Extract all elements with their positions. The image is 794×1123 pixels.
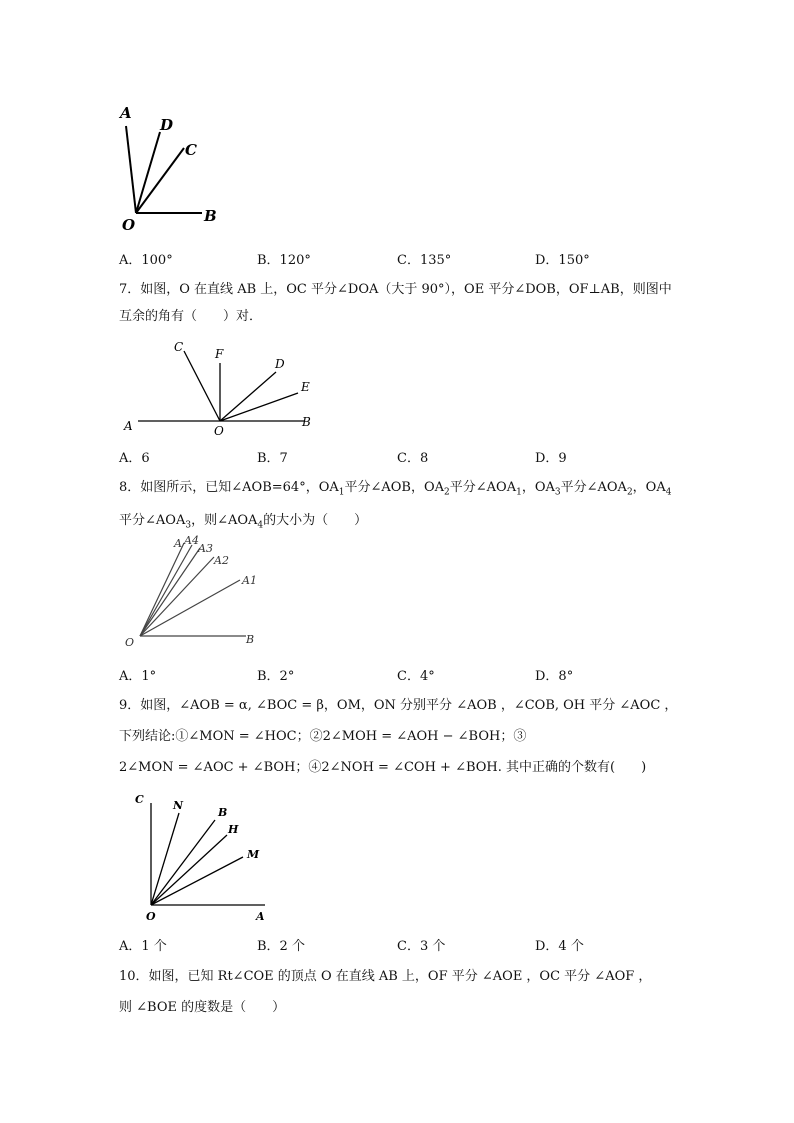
label-b: B [302, 415, 311, 429]
question-7 [119, 276, 699, 330]
label-a1: A1 [242, 574, 257, 587]
option-b[interactable]: B．120° [257, 253, 311, 268]
ray-oc [136, 148, 184, 213]
ray-od [136, 132, 160, 213]
label-a4: A4 [184, 534, 199, 547]
ray-oa [126, 126, 136, 213]
figure-q9 [125, 785, 285, 925]
angle-diagram-q8 [118, 530, 278, 650]
option-b[interactable]: B．7 [257, 451, 288, 466]
option-a[interactable]: A．1 个 [119, 939, 167, 954]
q10-line2: 则 ∠BOE 的度数是（ ） [119, 1000, 286, 1015]
option-a[interactable]: A．100° [119, 253, 173, 268]
options-q7 [119, 447, 679, 467]
label-a3: A3 [198, 542, 213, 555]
q8-line1: 8．如图所示，已知∠AOB=64°，$OA_1$平分∠AOB，$OA_2$平分$\angle AOA_1$，$OA_3$平分$\angle AOA_2$，$OA_4$ [119, 480, 672, 498]
q7-line2: 互余的角有（ ）对． [119, 309, 263, 324]
label-o: O [214, 424, 224, 438]
label-o: O [125, 636, 135, 649]
q9-line2: 下列结论:①∠MON = ∠HOC；②2∠MOH = ∠AOH − ∠BOH；③ [119, 729, 527, 744]
ray-oa [140, 543, 184, 636]
angle-diagram-q7 [118, 335, 328, 440]
label-a: A [174, 537, 182, 550]
ray-oe [220, 393, 298, 421]
option-a[interactable]: A．6 [119, 451, 150, 466]
option-d[interactable]: D．150° [535, 253, 590, 268]
ray-on [151, 813, 179, 905]
label-h: H [228, 823, 239, 836]
options-q6 [119, 249, 679, 269]
option-d[interactable]: D．8° [535, 669, 574, 684]
label-o: O [146, 910, 156, 923]
label-c: C [135, 793, 144, 806]
q8-line2: 平分$\angle AOA_3$，则$\angle AOA_4$的大小为（ ） [119, 512, 368, 531]
label-a: A [120, 104, 132, 122]
ray-oa1 [140, 580, 240, 636]
ray-od [220, 372, 276, 421]
question-9 [119, 690, 699, 783]
label-c: C [174, 340, 184, 354]
label-n: N [173, 799, 184, 812]
label-e: E [301, 380, 310, 394]
ray-oa4 [140, 545, 192, 636]
label-o: O [122, 216, 136, 234]
label-b: B [204, 207, 217, 225]
option-d[interactable]: D．9 [535, 451, 567, 466]
figure-q8 [118, 530, 278, 650]
label-m: M [247, 848, 260, 861]
label-a: A [124, 419, 133, 433]
figure-q7 [118, 335, 328, 440]
q9-line1: 9．如图，∠AOB = α, ∠BOC = β，OM，ON 分别平分 ∠AOB ，∠COB, OH 平分 ∠AOC ， [119, 698, 678, 713]
label-c: C [185, 141, 197, 159]
angle-diagram-q9 [125, 785, 285, 925]
options-q9 [119, 935, 679, 955]
ray-oa3 [140, 548, 200, 636]
ray-oa2 [140, 557, 214, 636]
label-a2: A2 [214, 554, 229, 567]
label-d: D [275, 357, 285, 371]
options-q8 [119, 665, 679, 685]
ray-ob [151, 820, 215, 905]
label-b: B [246, 633, 255, 646]
label-b: B [218, 806, 228, 819]
option-d[interactable]: D．4 个 [535, 939, 584, 954]
option-a[interactable]: A．1° [119, 669, 157, 684]
option-c[interactable]: C．8 [397, 451, 429, 466]
question-10 [119, 961, 699, 1023]
ray-oh [151, 835, 227, 905]
option-c[interactable]: C．4° [397, 669, 435, 684]
q9-line3: 2∠MON = ∠AOC + ∠BOH；④2∠NOH = ∠COH + ∠BOH. 其中正确的个数有( ) [119, 760, 647, 775]
label-f: F [215, 347, 224, 361]
figure-q6 [110, 100, 240, 235]
q7-line1: 7．如图，O 在直线 AB 上，OC 平分∠DOA（大于 90°），OE 平分∠DOB，OF⊥AB，则图中 [119, 282, 672, 297]
option-c[interactable]: C．135° [397, 253, 452, 268]
q10-line1: 10．如图，已知 Rt∠COE 的顶点 O 在直线 AB 上，OF 平分 ∠AOE ，OC 平分 ∠AOF ， [119, 969, 652, 984]
label-d: D [160, 116, 174, 134]
ray-oc [184, 351, 220, 421]
option-c[interactable]: C．3 个 [397, 939, 446, 954]
label-a: A [256, 910, 265, 923]
option-b[interactable]: B．2 个 [257, 939, 305, 954]
ray-om [151, 857, 243, 905]
angle-diagram-q6 [110, 100, 240, 235]
option-b[interactable]: B．2° [257, 669, 295, 684]
